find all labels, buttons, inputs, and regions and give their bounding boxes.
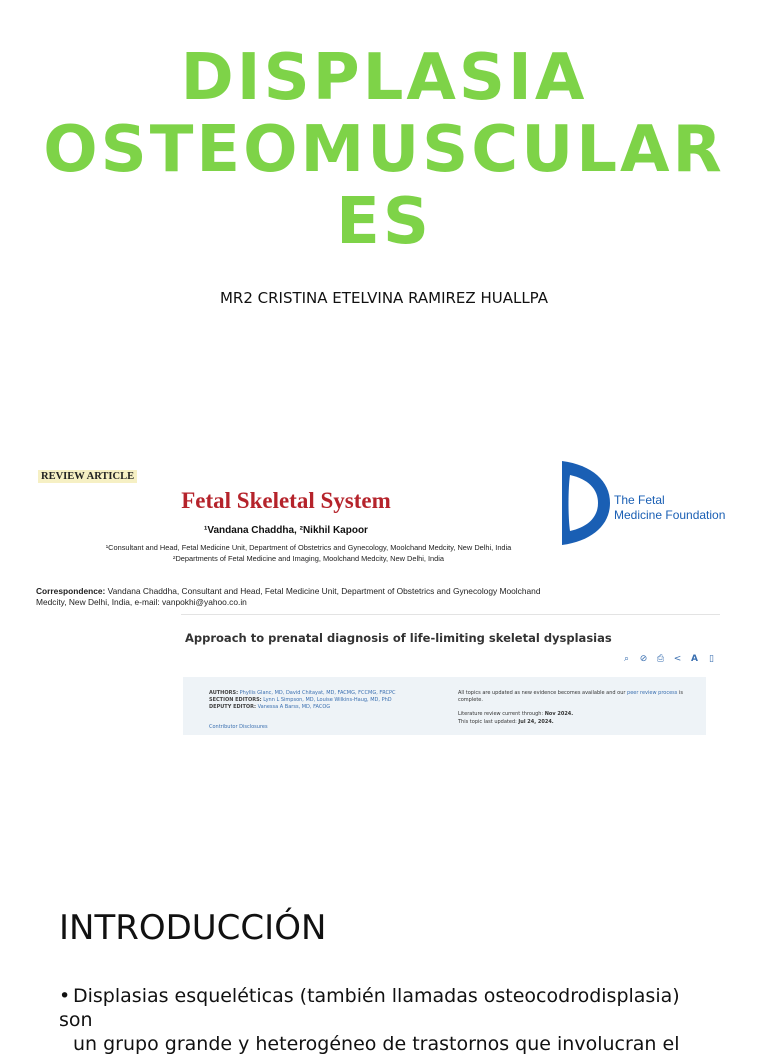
logo-d-icon: [562, 461, 612, 545]
lit-label: Literature review current through:: [458, 711, 544, 718]
topic-toolbar: [622, 655, 716, 669]
lit-date: Nov 2024.: [544, 711, 574, 718]
editors-key: SECTION EDITORS:: [209, 697, 262, 704]
contributor-disclosures-link[interactable]: Contributor Disclosures: [209, 724, 268, 730]
intro-heading: INTRODUCCIÓN: [59, 908, 327, 948]
logo-line: Medicine Foundation: [614, 508, 726, 522]
article-title: Fetal Skeletal System: [181, 488, 391, 513]
article-correspondence: [36, 586, 556, 608]
authors-key: AUTHORS:: [209, 690, 239, 696]
print-icon[interactable]: ⎙: [656, 654, 665, 664]
intro-bullet: [59, 984, 709, 1056]
literature-review-row: [458, 711, 703, 718]
update-text: All topics are updated as new evidence becomes available and our: [458, 690, 626, 696]
editors-row: [209, 697, 449, 704]
presenter-name: MR2 CRISTINA ETELVINA RAMIREZ HUALLPA: [219, 289, 549, 307]
correspondence-label: Correspondence:: [36, 586, 106, 596]
deputy-link[interactable]: Vanessa A Barss, MD, FACOG: [257, 704, 331, 711]
slide-title: [30, 42, 738, 258]
peer-review-link[interactable]: peer review process: [627, 690, 678, 696]
title-line: OSTEOMUSCULAR: [43, 113, 725, 187]
share-circle-icon[interactable]: ⊘: [639, 654, 648, 664]
update-text-end: is complete.: [458, 690, 683, 704]
bullet-dot-icon: •: [59, 985, 71, 1007]
logo-text: [614, 493, 725, 523]
article-affiliation: ²Departments of Fetal Medicine and Imaging, Moolchand Medcity, New Delhi, India: [173, 554, 444, 563]
logo-line: The Fetal: [614, 493, 665, 507]
bookmark-icon[interactable]: ▯: [709, 654, 714, 664]
share-icon[interactable]: <: [673, 654, 682, 664]
topic-update-info: [458, 690, 703, 726]
title-line: ES: [336, 185, 432, 259]
topic-meta-box: [183, 677, 706, 735]
font-size-icon[interactable]: A: [691, 654, 698, 664]
authors-row: [209, 690, 449, 697]
deputy-key: DEPUTY EDITOR:: [209, 704, 256, 711]
correspondence-text: Vandana Chaddha, Consultant and Head, Fetal Medicine Unit, Department of Obstetrics and Gynecology Moolchand Medcity, New Delhi, India, e-mail: vanpokhi@yahoo.co.in: [36, 586, 541, 607]
topic-date: Jul 24, 2024.: [518, 718, 554, 725]
title-line: DISPLASIA: [180, 41, 588, 115]
update-note: [458, 690, 703, 704]
article-affiliation: ¹Consultant and Head, Fetal Medicine Unit, Department of Obstetrics and Gynecology, Moolchand Medcity, New Delhi, India: [105, 543, 512, 552]
topic-title: Approach to prenatal diagnosis of life-limiting skeletal dysplasias: [185, 631, 612, 645]
deputy-row: [209, 704, 449, 711]
article-snippet: [36, 470, 556, 620]
bullet-text-continued: un grupo grande y heterogéneo de trastornos que involucran el: [73, 1033, 680, 1055]
topic-contributors: [209, 690, 449, 712]
article-authors: ¹Vandana Chaddha, ²Nikhil Kapoor: [204, 525, 368, 536]
fetal-medicine-foundation-logo: [562, 461, 752, 545]
topic-label: This topic last updated:: [458, 718, 517, 725]
uptodate-topic-panel: [181, 614, 720, 736]
authors-link[interactable]: Phyllis Glanc, MD, David Chitayat, MD, FACMG, FCCMG, FRCPC: [239, 690, 396, 696]
topic-updated-row: [458, 719, 703, 726]
bullet-text: Displasias esqueléticas (también llamadas osteocodrodisplasia) son: [59, 985, 680, 1031]
search-icon[interactable]: ⌕: [623, 654, 630, 664]
review-article-label: REVIEW ARTICLE: [38, 470, 137, 483]
editors-link[interactable]: Lynn L Simpson, MD, Louise Wilkins-Haug, MD, PhD: [263, 697, 392, 704]
